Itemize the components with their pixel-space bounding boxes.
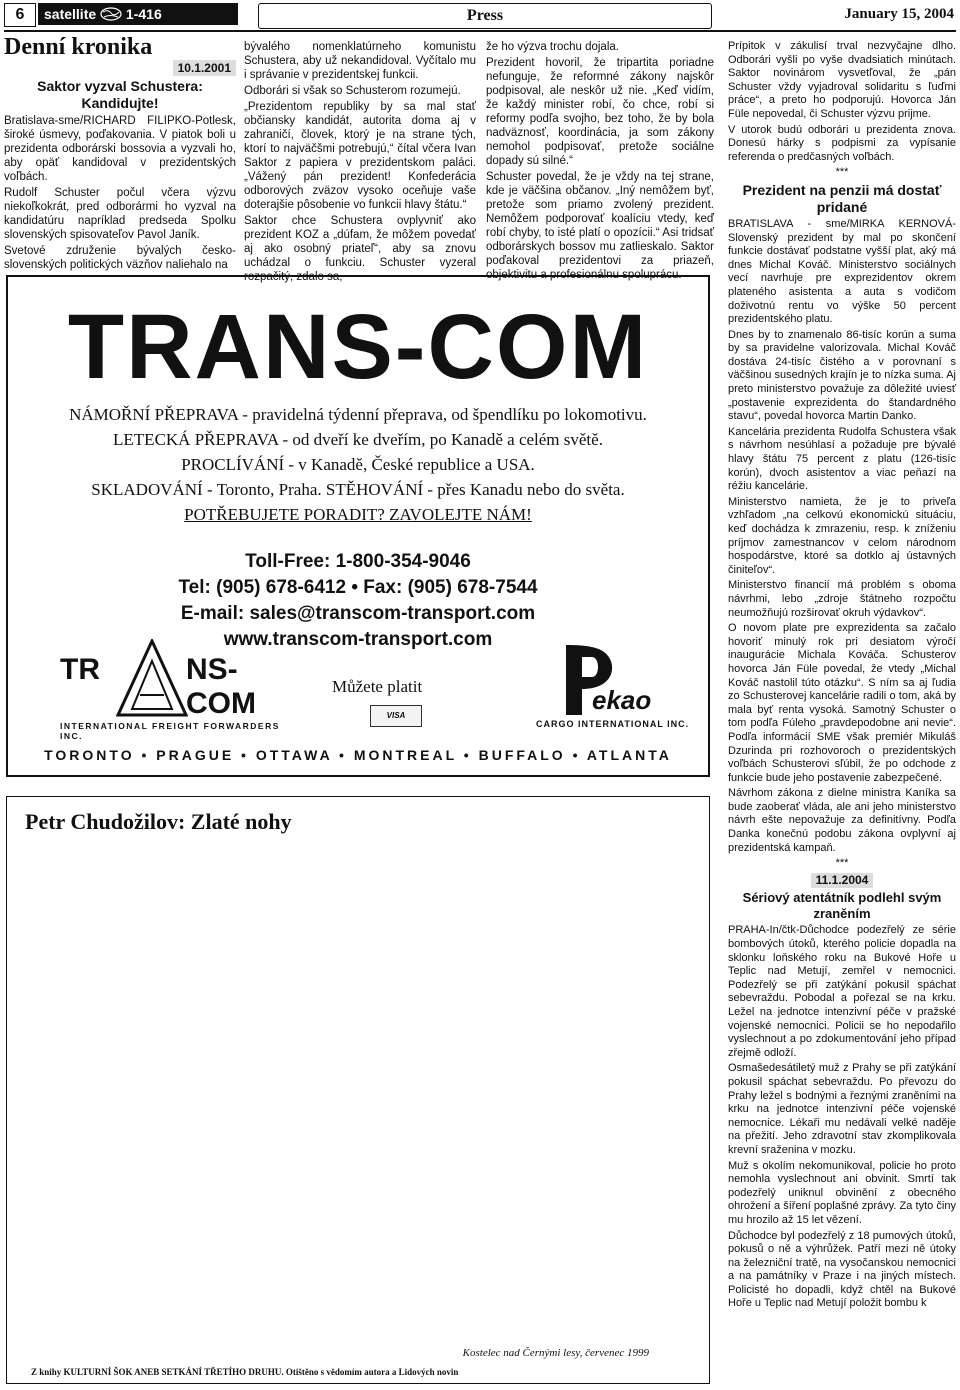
headline: Sériový atentátník podlehl svým zraněním [742, 890, 942, 922]
ad-line: POTŘEBUJETE PORADIT? ZAVOLEJTE NÁM! [184, 505, 532, 524]
headline: Saktor vyzval Schustera: Kandidujte! [37, 78, 203, 111]
paragraph: Muž s okolím nekomunikoval, policie ho proto nemohla vyslechnout ani obvinit. Smrtí tak podezřelý uniknul obvinění z obecného ohrožení a šíření poplašné zprávy. Za tyto činy mu hrozilo až 15 let vězení. [728, 1159, 956, 1226]
paragraph: V utorok budú odborári u prezidenta znova. Donesú hárky s podpismi za vypísanie referenda o predčasných voľbách. [728, 123, 956, 163]
right-column [728, 40, 956, 1313]
headline: Prezident na penzii má dostať pridané [742, 181, 942, 215]
separator: *** [835, 857, 849, 870]
transcom-mark [60, 639, 306, 741]
paragraph: Kancelária prezidenta Rudolfa Schustera však s návrhom nesúhlasí a požaduje pre bývalé hlavy štátu 75 percent z platu (126-tisíc korún), dvoch asistentov a viac peňazí na réžiu kancelárie. [728, 425, 956, 493]
date-box: 11.1.2004 [811, 873, 874, 889]
a-triangle-icon [116, 639, 188, 717]
pekao-logo [536, 643, 700, 733]
paragraph: „Prezidentom republiky by sa mal stať občiansky kandidát, autorita doma aj v zahraničí, človek, ktorý je na strane tých, ktorí to najväčšmi potrebujú,“ čítal včera Ivan Saktor z papiera v prezidentskom paláci. „Vážený pán prezident! Konfederácia odborových zväzov vysoko oceňuje vaše doterajšie pôsobenie vo funkcii hlavy štátu.“ [244, 101, 476, 211]
page-number: 6 [4, 3, 36, 27]
paragraph: Dnes by to znamenalo 86-tisíc korún a suma by sa pravidelne valorizovala. Michal Kováč dostáva 24-tisíc čistého a v porovnaní s väčšinou susedných krajín je to nízka suma. Aj preto ministerstvo považuje za dôležité uviesť „postavenie exprezidenta do štandardného stavu“, povedal hovorca Martin Danko. [728, 328, 956, 423]
story-note: Kostelec nad Černými lesy, červenec 1999 [462, 1347, 649, 1359]
toll-free: Toll-Free: 1-800-354-9046 [245, 551, 471, 572]
transcom-advertisement [6, 275, 710, 777]
payment-label: Můžete platit [332, 677, 423, 696]
section-label [38, 3, 238, 25]
ad-services [8, 402, 708, 527]
ad-cities: TORONTO • PRAGUE • OTTAWA • MONTREAL • BUFFALO • ATLANTA [44, 747, 672, 763]
story-title: Petr Chudožilov: Zlaté nohy [25, 809, 292, 834]
globe-icon [100, 7, 122, 21]
ad-contact [8, 549, 708, 653]
paragraph: Ministerstvo namieta, že je to priveľa vzhľadom „na celkovú ekonomickú situáciu, keď dochádza k zmrazeniu, resp. k zníženiu príjmov zamestnancov v celom národnom hospodárstve, ktoré sa dotklo aj ústavných činiteľov“. [728, 495, 956, 576]
issue-number: 1-416 [125, 6, 162, 22]
header-rule [4, 30, 956, 32]
mark-right: NS-COM [186, 653, 256, 720]
column-3 [486, 40, 714, 284]
date-box: 10.1.2001 [173, 60, 236, 76]
story-footer: Z knihy KULTURNÍ ŠOK ANEB SETKÁNÍ TŘETÍHO DRUHU. Otištěno s vědomím autora a Lidových novin [31, 1367, 459, 1377]
paragraph: O novom plate pre exprezidenta sa začalo hovoriť minulý rok pri desiatom výročí inaugurácie Michala Kováča. Schusterov hovorca Ján Füle povedal, že vtedy „Michal Kováč nastolil túto otázku“. S ním sa aj ľudia zo Schusterovej kancelárie radili o tom, aká by mala byť renta vysoká. Samotný Schuster o tom podľa Fúleho „pravdepodobne ani nevie“. Podľa informácií SME však premiér Mikuláš Dzurinda pri rozhovoroch o prezidentských voľbách Schusterovi sľúbil, že po odchode z funkcie bude jeho postavenie zabezpečené. [728, 622, 956, 784]
paragraph: Návrhom zákona z dielne ministra Kaníka sa bude zaoberať vláda, ale ani jeho ministerstvo návrh ešte nepovažuje za definitívny. Podľa Danka konečnú podobu zákona ovplyvní aj prezidentská kampaň. [728, 787, 956, 854]
paragraph: Prezident hovoril, že tripartita poriadne nefunguje, že reformné zákony najskôr podpisoval, ale neskôr už nie. „Keď vidím, že každý minister robí, čo chce, robí si reformy podľa svojho, bez toho, že by bola nadväznosť, koordinácia, ja som zákony nemohol podpisovať, pretože sociálne dopady sú silné.“ [486, 57, 714, 167]
paragraph: Důchodce byl podezřelý z 18 pumových útoků, pokusů o ně a výhrůžek. Patří mezi ně útoky na železniční tratě, na vysočanskou nemocnici a na památníky v Praze i na jiných místech. Policisté ho dopadli, když chtěl na Bukové Hoře u Teplic nad Metují položit bombu k [728, 1229, 956, 1310]
paragraph: bývalého nomenklatúrneho komunistu Schustera, aby už nekandidoval. Vyčítalo mu i správanie v prezidentskej funkcii. [244, 41, 476, 81]
story-box [6, 796, 710, 1384]
issue-date: January 15, 2004 [844, 6, 954, 22]
column-2 [244, 40, 476, 286]
website: www.transcom-transport.com [223, 629, 493, 650]
ad-line: NÁMOŘNÍ PŘEPRAVA - pravidelná týdenní přeprava, od špendlíku po lokomotivu. [69, 405, 647, 424]
paragraph: Schuster povedal, že je vždy na tej strane, kde je väčšina občanov. „Iný nemôžem byť, pretože som priamo zvolený prezident. Nemôžem podporovať koalíciu vtedy, keď robí chyby, to isté platí o opozícii.“ Asi tridsať odborárskych bossov mu zatlieskalo. Saktor poďakoval prezidentovi za priazeň, objektivitu a profesionálnu spoluprácu. [486, 171, 714, 281]
pekao-subtitle: CARGO INTERNATIONAL INC. [536, 719, 690, 729]
phone-fax: Tel: (905) 678-6412 • Fax: (905) 678-7544 [178, 577, 538, 598]
svg-text:ekao: ekao [592, 685, 652, 715]
page-title: Press [258, 3, 712, 29]
paragraph: Saktor chce Schustera ovplyvniť ako prezident KOZ a „dúfam, že môžem povedať aj ako osobný priateľ“, aby sa znovu uchádzal o funkciu. Schuster vyzeral rozpačitý, zdalo sa, [244, 215, 476, 283]
ad-line: LETECKÁ PŘEPRAVA - od dveří ke dveřím, po Kanadě a celém světě. [113, 430, 603, 449]
paragraph: že ho výzva trochu dojala. [486, 41, 619, 53]
paragraph: Svetové združenie bývalých česko-slovenských politických väzňov naliehalo na [4, 245, 236, 271]
paragraph: Odborári si však so Schusterom rozumejú. [244, 85, 461, 97]
paragraph: Ministerstvo financií má problém s oboma návrhmi, lebo „zdroje štátneho rozpočtu neumožňujú rozširovať okruh výdavkov“. [728, 579, 956, 619]
left-column [4, 60, 236, 274]
email: E-mail: sales@transcom-transport.com [180, 603, 536, 624]
paragraph: Rudolf Schuster počul včera výzvu niekoľkokrát, pred odborármi ho vyzval na kandidatúru napríklad predseda Spolku slovenských spisovateľov Pavol Janík. [4, 187, 236, 241]
visa-card-icon: VISA [370, 705, 422, 727]
ad-line: SKLADOVÁNÍ - Toronto, Praha. STĚHOVÁNÍ - přes Kanadu nebo do světa. [91, 480, 625, 499]
paragraph: Prípitok v zákulisí trval nezvyčajne dlho. Odborári vyšli po vyše dvadsiatich minútach. Saktor novinárom vysvetľoval, že „pán Schuster vždy vyjadroval solidaritu s ľuďmi práce“, a preto ho podporujú. Hovorca Ján Füle nepovedal, či Schuster výzvu prijme. [728, 40, 956, 120]
paragraph: PRAHA-In/čtk-Důchodce podezřelý ze série bombových útoků, kterého policie dopadla na sklonku loňského roku na Bukové Hoře u Teplic nad Metují, zemřel v nemocnici. Podezřelý se při zatýkání pokusil spáchat sebevraždu. Pobodal a pořezal se na krku. Ležel na jednotce intenzivní péče v pražské vojenské nemocnici. Policii se ho nepodařilo vyslechnout a po zdokumentování jeho případ zřejmě odloží. [728, 924, 956, 1059]
section-name: satellite [44, 6, 97, 22]
paragraph: Osmašedesátiletý muž z Prahy se při zatýkání pokusil spáchat sebevraždu. Po převozu do Prahy ležel s bodnými a řeznými zraněními na krku na jednotce intenzivní péče vojenské nemocnice. Lékaři mu nedávali velké naděje na přežití. Jeho zdravotní stav zkomplikovala krevní sraženina v mozku. [728, 1062, 956, 1156]
paragraph: Bratislava-sme/RICHARD FILIPKO-Potlesk, široké úsmevy, poďakovania. V piatok boli u prezidenta odborárski bossovia a vyzvali ho, aby opäť kandidoval v prezidentských voľbách. [4, 115, 236, 183]
mark-subtitle: INTERNATIONAL FREIGHT FORWARDERS INC. [60, 721, 280, 741]
ad-line: PROCLÍVÁNÍ - v Kanadě, České republice a USA. [181, 455, 535, 474]
separator: *** [835, 166, 849, 179]
mark-left: TR [60, 653, 100, 686]
section-title: Denní kronika [4, 34, 153, 60]
pekao-icon [536, 643, 686, 717]
ad-logo: TRANS-COM [67, 296, 649, 398]
paragraph: BRATISLAVA - sme/MIRKA KERNOVÁ- Slovenský prezident by mal po skončení funkcie dostávať podstatne vyšší plat, aký má dnes Michal Kováč. Ministerstvo sociálnych vecí navrhuje pre exprezidentov okrem plateného asistenta a auta s vodičom doživotnú rentu vo výške 50 percent prezidentského platu. [728, 217, 956, 326]
